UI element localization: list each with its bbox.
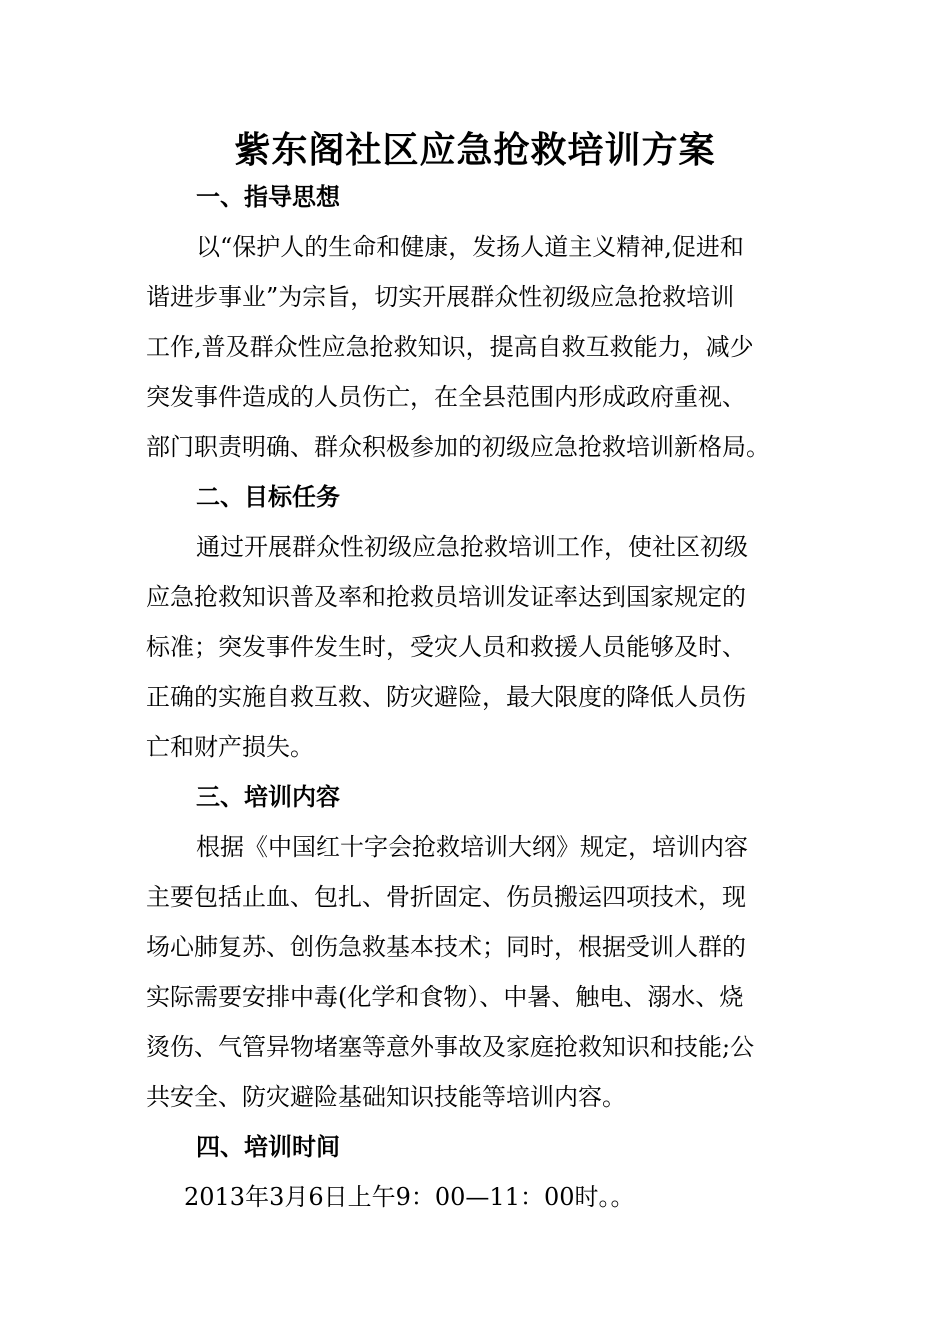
paragraph-line: 应急抢救知识普及率和抢救员培训发证率达到国家规定的	[146, 583, 746, 611]
training-date-line: 2013年3月6日上午9：00—11：00时。。	[184, 1183, 635, 1211]
paragraph-line: 根据《中国红十字会抢救培训大纲》规定，培训内容	[196, 833, 748, 861]
paragraph-line: 标准；突发事件发生时，受灾人员和救援人员能够及时、	[146, 633, 746, 661]
paragraph-line: 场心肺复苏、创伤急救基本技术；同时，根据受训人群的	[146, 933, 746, 961]
paragraph-line: 以“保护人的生命和健康，发扬人道主义精神,促进和	[196, 233, 744, 261]
paragraph-line: 突发事件造成的人员伤亡，在全县范围内形成政府重视、	[146, 383, 746, 411]
paragraph-line: 部门职责明确、群众积极参加的初级应急抢救培训新格局。	[146, 433, 770, 461]
paragraph-line: 烫伤、气管异物堵塞等意外事故及家庭抢救知识和技能;公	[146, 1033, 755, 1061]
paragraph-line: 主要包括止血、包扎、骨折固定、伤员搬运四项技术，现	[146, 883, 746, 911]
paragraph-line: 工作,普及群众性应急抢救知识，提高自救互救能力，减少	[146, 333, 754, 361]
paragraph-line: 通过开展群众性初级应急抢救培训工作，使社区初级	[196, 533, 748, 561]
section-heading-objectives: 二、目标任务	[196, 483, 340, 511]
paragraph-line: 共安全、防灾避险基础知识技能等培训内容。	[146, 1083, 626, 1111]
paragraph-line: 实际需要安排中毒(化学和食物）、中暑、触电、溺水、烧	[146, 983, 744, 1011]
section-heading-training-content: 三、培训内容	[196, 783, 340, 811]
paragraph-line: 正确的实施自救互救、防灾避险，最大限度的降低人员伤	[146, 683, 746, 711]
paragraph-line: 谐进步事业”为宗旨，切实开展群众性初级应急抢救培训	[146, 283, 735, 311]
paragraph-line: 亡和财产损失。	[146, 733, 314, 761]
section-heading-training-time: 四、培训时间	[196, 1133, 340, 1161]
section-heading-guiding-thought: 一、指导思想	[196, 183, 340, 211]
document-title: 紫东阁社区应急抢救培训方案	[234, 129, 716, 171]
